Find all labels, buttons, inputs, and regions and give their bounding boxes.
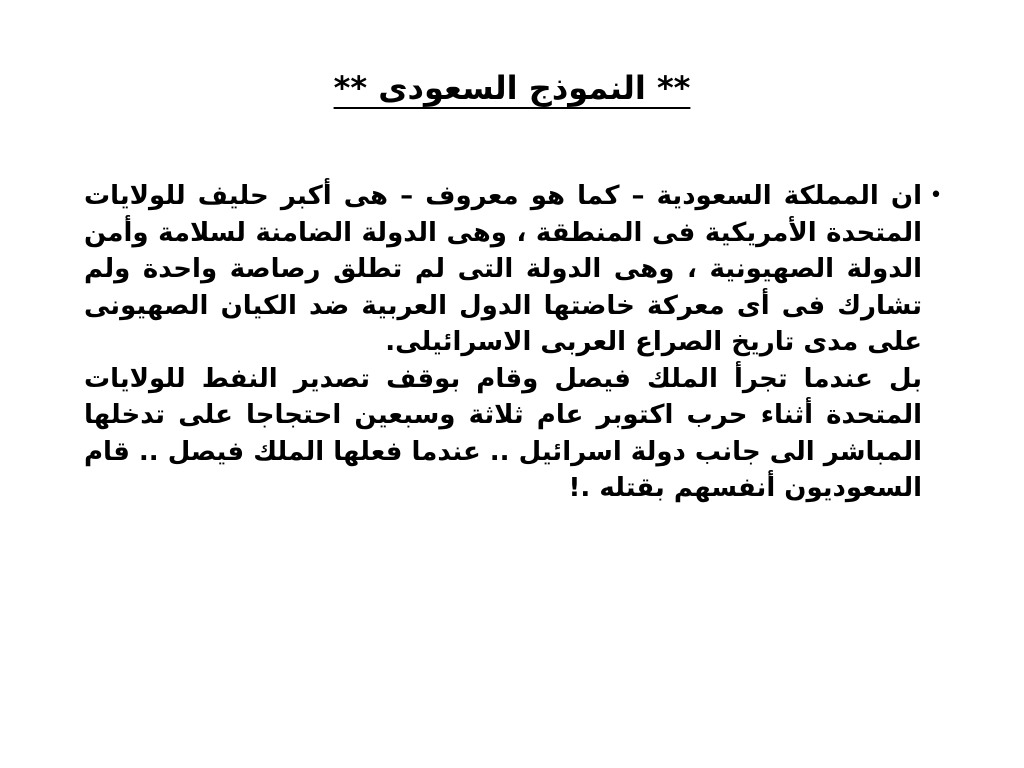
slide-title: [0, 66, 1024, 110]
slide-title-text: ** النموذج السعودى **: [333, 69, 691, 107]
slide-body: [84, 178, 950, 507]
body-paragraph-1: ان المملكة السعودية – كما هو معروف – هى أكبر حليف للولايات المتحدة الأمريكية فى المنطقة ، وهى الدولة الضامنة لسلامة وأمن الدولة الصهيونية ، وهى الدولة التى لم تطلق رصاصة واحدة ولم تشارك فى أى معركة خاضتها الدول العربية ضد الكيان الصهيونى على مدى تاريخ الصراع العربى الاسرائيلى.: [84, 181, 922, 357]
bullet-icon: •: [929, 183, 943, 208]
body-paragraph-2: بل عندما تجرأ الملك فيصل وقام بوقف تصدير النفط للولايات المتحدة أثناء حرب اكتوبر عام ثلاثة وسبعين احتجاجا على تدخلها المباشر الى جانب دولة اسرائيل .. عندما فعلها الملك فيصل .. قام السعوديون أنفسهم بقتله .!: [84, 363, 922, 503]
